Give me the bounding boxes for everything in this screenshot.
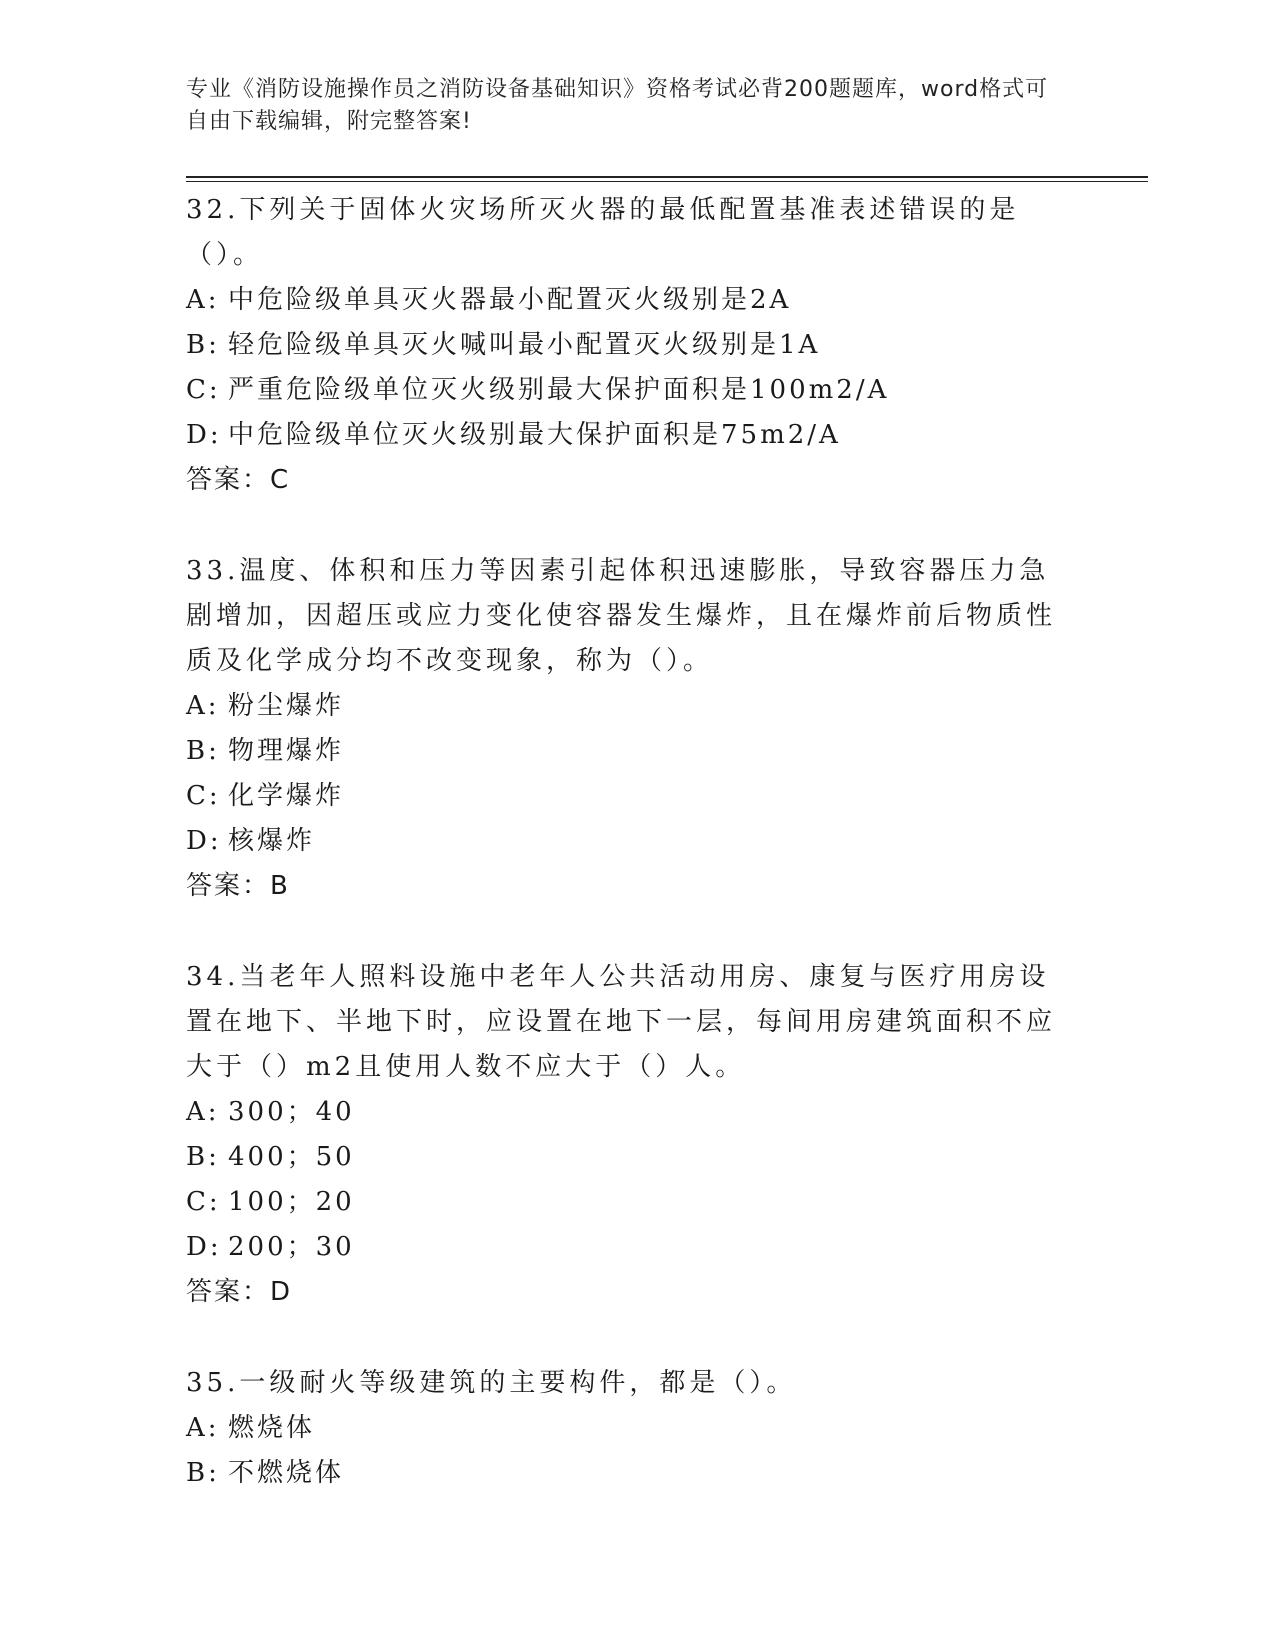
option-text: 不燃烧体 bbox=[228, 1458, 345, 1488]
option-a bbox=[186, 1406, 1076, 1451]
option-a bbox=[186, 278, 1076, 323]
option-label: D: bbox=[186, 1232, 222, 1262]
option-c bbox=[186, 1180, 1076, 1225]
option-text: 化学爆炸 bbox=[228, 781, 345, 811]
document-header: 专业《消防设施操作员之消防设备基础知识》资格考试必背200题题库，word格式可自由下载编辑，附完整答案! bbox=[186, 77, 1049, 134]
option-label: A: bbox=[186, 1413, 220, 1443]
option-c bbox=[186, 774, 1076, 819]
option-label: C: bbox=[186, 781, 221, 811]
option-a bbox=[186, 1090, 1076, 1135]
header-divider-thick bbox=[186, 176, 1148, 178]
option-b bbox=[186, 323, 1076, 368]
option-d bbox=[186, 1225, 1076, 1270]
option-d bbox=[186, 413, 1076, 458]
option-text: 粉尘爆炸 bbox=[228, 691, 345, 721]
option-text: 中危险级单具灭火器最小配置灭火级别是2A bbox=[228, 285, 792, 315]
option-label: A: bbox=[186, 1097, 220, 1127]
option-text: 严重危险级单位灭火级别最大保护面积是100m2/A bbox=[228, 375, 890, 405]
option-label: B: bbox=[186, 1142, 220, 1172]
option-label: D: bbox=[186, 420, 222, 450]
option-label: A: bbox=[186, 285, 220, 315]
option-label: B: bbox=[186, 330, 220, 360]
question-stem: 34.当老年人照料设施中老年人公共活动用房、康复与医疗用房设置在地下、半地下时，应设置在地下一层，每间用房建筑面积不应大于（）m2且使用人数不应大于（）人。 bbox=[186, 962, 1057, 1082]
option-b bbox=[186, 1451, 1076, 1496]
option-c bbox=[186, 368, 1076, 413]
option-label: D: bbox=[186, 826, 222, 856]
question-32 bbox=[186, 188, 1076, 503]
question-stem: 35.一级耐火等级建筑的主要构件，都是（）。 bbox=[186, 1368, 797, 1398]
question-list bbox=[186, 188, 1076, 1542]
option-label: C: bbox=[186, 375, 221, 405]
option-text: 轻危险级单具灭火喊叫最小配置灭火级别是1A bbox=[228, 330, 821, 360]
answer-line: 答案：C bbox=[186, 465, 291, 495]
question-33 bbox=[186, 549, 1076, 909]
option-b bbox=[186, 1135, 1076, 1180]
option-text: 300；40 bbox=[228, 1097, 355, 1127]
question-35 bbox=[186, 1361, 1076, 1496]
question-stem: 33.温度、体积和压力等因素引起体积迅速膨胀，导致容器压力急剧增加，因超压或应力变化使容器发生爆炸，且在爆炸前后物质性质及化学成分均不改变现象，称为（）。 bbox=[186, 556, 1057, 676]
answer-line: 答案：B bbox=[186, 871, 290, 901]
option-b bbox=[186, 729, 1076, 774]
option-label: B: bbox=[186, 1458, 220, 1488]
option-label: B: bbox=[186, 736, 220, 766]
option-text: 中危险级单位灭火级别最大保护面积是75m2/A bbox=[228, 420, 841, 450]
option-a bbox=[186, 684, 1076, 729]
answer-line: 答案：D bbox=[186, 1277, 293, 1307]
option-text: 200；30 bbox=[228, 1232, 355, 1262]
option-text: 400；50 bbox=[228, 1142, 355, 1172]
question-34 bbox=[186, 955, 1076, 1315]
question-stem: 32.下列关于固体火灾场所灭火器的最低配置基准表述错误的是（）。 bbox=[186, 195, 1020, 270]
option-label: A: bbox=[186, 691, 220, 721]
header-divider-thin bbox=[186, 181, 1148, 182]
option-label: C: bbox=[186, 1187, 221, 1217]
option-text: 物理爆炸 bbox=[228, 736, 345, 766]
option-text: 燃烧体 bbox=[228, 1413, 316, 1443]
option-text: 100；20 bbox=[228, 1187, 355, 1217]
option-d bbox=[186, 819, 1076, 864]
option-text: 核爆炸 bbox=[228, 826, 316, 856]
